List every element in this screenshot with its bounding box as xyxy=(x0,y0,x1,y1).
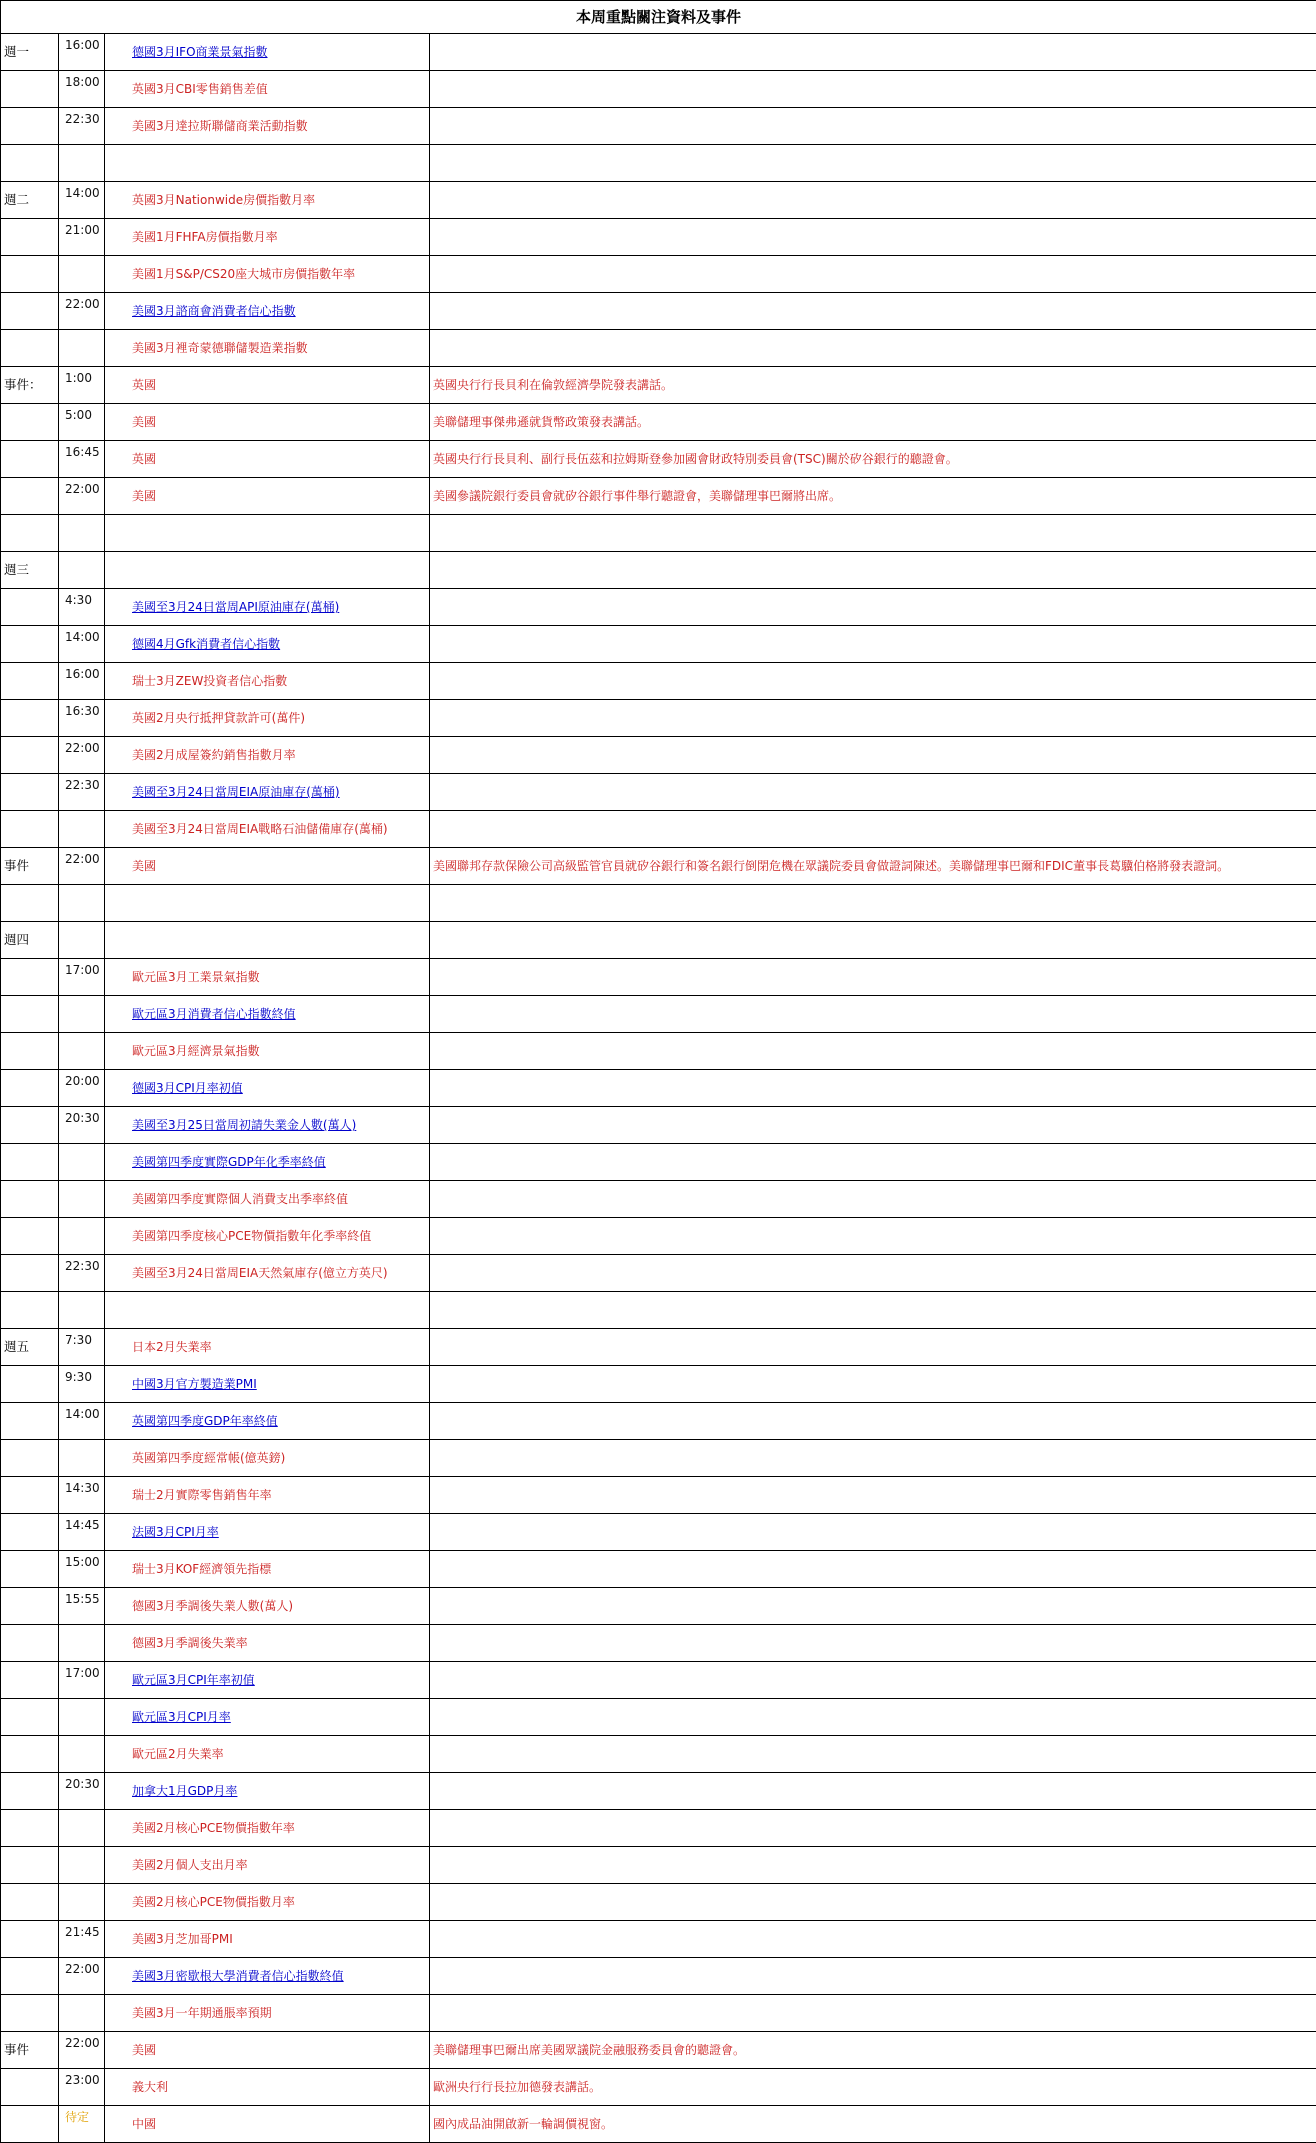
day-cell xyxy=(1,1255,59,1292)
item-cell: 瑞士2月實際零售銷售年率 xyxy=(105,1477,430,1514)
time-cell xyxy=(59,256,105,293)
day-cell xyxy=(1,2069,59,2106)
item-cell xyxy=(105,885,430,922)
event-cell xyxy=(430,1995,1316,2032)
item-cell: 義大利 xyxy=(105,2069,430,2106)
time-cell xyxy=(59,1847,105,1884)
time-cell: 22:00 xyxy=(59,478,105,515)
table-row xyxy=(1,552,1316,589)
day-cell xyxy=(1,515,59,552)
time-cell xyxy=(59,552,105,589)
event-cell xyxy=(430,922,1316,959)
item-cell: 歐元區3月經濟景氣指數 xyxy=(105,1033,430,1070)
time-cell xyxy=(59,1995,105,2032)
table-row xyxy=(1,2106,1316,2143)
event-cell xyxy=(430,1699,1316,1736)
table-row xyxy=(1,256,1316,293)
item-cell: 美國至3月24日當周EIA戰略石油儲備庫存(萬桶) xyxy=(105,811,430,848)
item-cell[interactable]: 德國3月IFO商業景氣指數 xyxy=(105,34,430,71)
event-cell xyxy=(430,1847,1316,1884)
event-cell xyxy=(430,1255,1316,1292)
item-cell: 英國 xyxy=(105,367,430,404)
day-cell xyxy=(1,589,59,626)
item-cell: 美國2月個人支出月率 xyxy=(105,1847,430,1884)
item-cell: 中國 xyxy=(105,2106,430,2143)
day-cell: 週一 xyxy=(1,34,59,71)
day-cell xyxy=(1,1477,59,1514)
event-cell xyxy=(430,626,1316,663)
day-cell xyxy=(1,1995,59,2032)
event-cell xyxy=(430,1773,1316,1810)
event-cell xyxy=(430,515,1316,552)
table-row xyxy=(1,959,1316,996)
event-cell xyxy=(430,1070,1316,1107)
table-row xyxy=(1,441,1316,478)
item-cell: 英國3月Nationwide房價指數月率 xyxy=(105,182,430,219)
time-cell: 14:00 xyxy=(59,182,105,219)
time-cell: 5:00 xyxy=(59,404,105,441)
table-row xyxy=(1,848,1316,885)
time-cell: 23:00 xyxy=(59,2069,105,2106)
day-cell xyxy=(1,1403,59,1440)
time-cell: 21:45 xyxy=(59,1921,105,1958)
table-row xyxy=(1,34,1316,71)
event-cell xyxy=(430,1366,1316,1403)
time-cell xyxy=(59,1181,105,1218)
day-cell xyxy=(1,1551,59,1588)
table-row xyxy=(1,1033,1316,1070)
time-cell: 22:00 xyxy=(59,2032,105,2069)
day-cell xyxy=(1,959,59,996)
item-cell: 美國第四季度實際個人消費支出季率終值 xyxy=(105,1181,430,1218)
table-row xyxy=(1,700,1316,737)
event-cell xyxy=(430,34,1316,71)
time-cell xyxy=(59,922,105,959)
day-cell: 週五 xyxy=(1,1329,59,1366)
time-cell: 22:00 xyxy=(59,293,105,330)
item-cell: 美國2月核心PCE物價指數年率 xyxy=(105,1810,430,1847)
item-cell xyxy=(105,922,430,959)
day-cell xyxy=(1,1625,59,1662)
time-cell: 14:00 xyxy=(59,1403,105,1440)
event-cell xyxy=(430,1033,1316,1070)
item-cell: 美國 xyxy=(105,2032,430,2069)
event-cell xyxy=(430,959,1316,996)
day-cell xyxy=(1,145,59,182)
time-cell xyxy=(59,1625,105,1662)
table-row xyxy=(1,1218,1316,1255)
item-cell xyxy=(105,515,430,552)
item-cell xyxy=(105,552,430,589)
table-row xyxy=(1,1588,1316,1625)
table-row xyxy=(1,108,1316,145)
table-row xyxy=(1,293,1316,330)
table-row xyxy=(1,367,1316,404)
time-cell: 22:00 xyxy=(59,1958,105,1995)
event-cell: 美國聯邦存款保險公司高級監管官員就矽谷銀行和簽名銀行倒閉危機在眾議院委員會做證詞陳述。美聯儲理事巴爾和FDIC董事長葛驥伯格將發表證詞。 xyxy=(430,848,1316,885)
item-cell: 美國2月核心PCE物價指數月率 xyxy=(105,1884,430,1921)
table-row xyxy=(1,330,1316,367)
item-cell[interactable]: 美國3月密歇根大學消費者信心指數終值 xyxy=(105,1958,430,1995)
time-cell xyxy=(59,811,105,848)
time-cell: 4:30 xyxy=(59,589,105,626)
item-cell[interactable]: 美國至3月24日當周EIA原油庫存(萬桶) xyxy=(105,774,430,811)
day-cell xyxy=(1,1144,59,1181)
day-cell xyxy=(1,1662,59,1699)
event-cell xyxy=(430,700,1316,737)
event-cell xyxy=(430,1329,1316,1366)
table-row xyxy=(1,996,1316,1033)
time-cell xyxy=(59,996,105,1033)
day-cell xyxy=(1,1958,59,1995)
event-cell xyxy=(430,1958,1316,1995)
day-cell xyxy=(1,1847,59,1884)
table-row xyxy=(1,182,1316,219)
item-cell[interactable]: 德國3月CPI月率初值 xyxy=(105,1070,430,1107)
time-cell: 21:00 xyxy=(59,219,105,256)
time-cell xyxy=(59,1033,105,1070)
event-cell xyxy=(430,330,1316,367)
table-row xyxy=(1,1921,1316,1958)
day-cell xyxy=(1,108,59,145)
item-cell: 美國3月達拉斯聯儲商業活動指數 xyxy=(105,108,430,145)
table-row xyxy=(1,1107,1316,1144)
time-cell xyxy=(59,145,105,182)
table-row xyxy=(1,1810,1316,1847)
day-cell: 事件 xyxy=(1,2032,59,2069)
item-cell: 英國 xyxy=(105,441,430,478)
table-row xyxy=(1,1514,1316,1551)
event-cell: 國內成品油開啟新一輪調價視窗。 xyxy=(430,2106,1316,2143)
time-cell xyxy=(59,515,105,552)
title-row xyxy=(1,1,1316,34)
event-cell: 美國參議院銀行委員會就矽谷銀行事件舉行聽證會，美聯儲理事巴爾將出席。 xyxy=(430,478,1316,515)
item-cell: 日本2月失業率 xyxy=(105,1329,430,1366)
item-cell: 英國3月CBI零售銷售差值 xyxy=(105,71,430,108)
day-cell xyxy=(1,1181,59,1218)
table-row xyxy=(1,1551,1316,1588)
time-cell xyxy=(59,1810,105,1847)
item-cell[interactable]: 英國第四季度GDP年率終值 xyxy=(105,1403,430,1440)
item-cell xyxy=(105,1292,430,1329)
item-cell: 瑞士3月ZEW投資者信心指數 xyxy=(105,663,430,700)
time-cell: 7:30 xyxy=(59,1329,105,1366)
day-cell: 事件： xyxy=(1,367,59,404)
item-cell: 美國3月裡奇蒙德聯儲製造業指數 xyxy=(105,330,430,367)
day-cell xyxy=(1,330,59,367)
day-cell xyxy=(1,404,59,441)
event-cell xyxy=(430,1551,1316,1588)
table-row xyxy=(1,145,1316,182)
table-row xyxy=(1,1292,1316,1329)
event-cell xyxy=(430,256,1316,293)
event-cell xyxy=(430,71,1316,108)
event-cell xyxy=(430,737,1316,774)
time-cell xyxy=(59,1736,105,1773)
time-cell: 15:55 xyxy=(59,1588,105,1625)
event-cell xyxy=(430,996,1316,1033)
event-cell xyxy=(430,774,1316,811)
day-cell xyxy=(1,700,59,737)
day-cell: 事件 xyxy=(1,848,59,885)
item-cell[interactable]: 美國第四季度實際GDP年化季率終值 xyxy=(105,1144,430,1181)
event-cell xyxy=(430,552,1316,589)
event-cell xyxy=(430,589,1316,626)
day-cell xyxy=(1,1033,59,1070)
day-cell xyxy=(1,219,59,256)
time-cell: 9:30 xyxy=(59,1366,105,1403)
item-cell[interactable]: 歐元區3月消費者信心指數終值 xyxy=(105,996,430,1033)
event-cell: 美聯儲理事巴爾出席美國眾議院金融服務委員會的聽證會。 xyxy=(430,2032,1316,2069)
item-cell: 美國3月一年期通脹率預期 xyxy=(105,1995,430,2032)
day-cell xyxy=(1,478,59,515)
day-cell xyxy=(1,1440,59,1477)
day-cell xyxy=(1,1292,59,1329)
event-cell xyxy=(430,293,1316,330)
event-cell xyxy=(430,885,1316,922)
time-cell: 22:30 xyxy=(59,108,105,145)
time-cell xyxy=(59,330,105,367)
day-cell xyxy=(1,1921,59,1958)
event-cell xyxy=(430,1144,1316,1181)
event-cell xyxy=(430,108,1316,145)
table-row xyxy=(1,589,1316,626)
item-cell: 德國3月季調後失業率 xyxy=(105,1625,430,1662)
day-cell xyxy=(1,1107,59,1144)
day-cell xyxy=(1,737,59,774)
item-cell: 美國2月成屋簽約銷售指數月率 xyxy=(105,737,430,774)
item-cell: 美國3月芝加哥PMI xyxy=(105,1921,430,1958)
item-cell[interactable]: 歐元區3月CPI月率 xyxy=(105,1699,430,1736)
item-cell[interactable]: 德國4月Gfk消費者信心指數 xyxy=(105,626,430,663)
day-cell xyxy=(1,1070,59,1107)
table-row xyxy=(1,1070,1316,1107)
event-cell xyxy=(430,145,1316,182)
schedule-body xyxy=(1,34,1316,2143)
day-cell: 週三 xyxy=(1,552,59,589)
event-cell xyxy=(430,1736,1316,1773)
event-cell xyxy=(430,1403,1316,1440)
day-cell: 週四 xyxy=(1,922,59,959)
time-cell: 17:00 xyxy=(59,1662,105,1699)
time-cell: 22:00 xyxy=(59,848,105,885)
time-cell: 待定 xyxy=(59,2106,105,2143)
item-cell[interactable]: 加拿大1月GDP月率 xyxy=(105,1773,430,1810)
table-row xyxy=(1,1662,1316,1699)
page-title: 本周重點關注資料及事件 xyxy=(1,1,1316,34)
item-cell: 美國第四季度核心PCE物價指數年化季率終值 xyxy=(105,1218,430,1255)
event-cell: 美聯儲理事傑弗遜就貨幣政策發表講話。 xyxy=(430,404,1316,441)
table-row xyxy=(1,1144,1316,1181)
item-cell: 美國 xyxy=(105,404,430,441)
event-cell: 英國央行行長貝利、副行長伍茲和拉姆斯登參加國會財政特別委員會(TSC)關於矽谷銀行的聽證會。 xyxy=(430,441,1316,478)
time-cell: 20:30 xyxy=(59,1107,105,1144)
time-cell: 1:00 xyxy=(59,367,105,404)
item-cell: 美國1月S&P/CS20座大城市房價指數年率 xyxy=(105,256,430,293)
table-row xyxy=(1,1625,1316,1662)
item-cell: 美國 xyxy=(105,848,430,885)
item-cell: 英國2月央行抵押貸款許可(萬件) xyxy=(105,700,430,737)
day-cell xyxy=(1,811,59,848)
time-cell xyxy=(59,1218,105,1255)
time-cell: 16:00 xyxy=(59,34,105,71)
event-cell xyxy=(430,811,1316,848)
event-cell xyxy=(430,1107,1316,1144)
event-cell xyxy=(430,1514,1316,1551)
event-cell xyxy=(430,1810,1316,1847)
time-cell xyxy=(59,1440,105,1477)
table-row xyxy=(1,478,1316,515)
item-cell[interactable]: 美國至3月25日當周初請失業金人數(萬人) xyxy=(105,1107,430,1144)
day-cell xyxy=(1,1514,59,1551)
item-cell: 瑞士3月KOF經濟領先指標 xyxy=(105,1551,430,1588)
day-cell xyxy=(1,663,59,700)
item-cell: 英國第四季度經常帳(億英鎊) xyxy=(105,1440,430,1477)
item-cell: 歐元區3月工業景氣指數 xyxy=(105,959,430,996)
event-cell: 歐洲央行行長拉加德發表講話。 xyxy=(430,2069,1316,2106)
day-cell xyxy=(1,256,59,293)
table-row xyxy=(1,1736,1316,1773)
table-row xyxy=(1,515,1316,552)
time-cell: 16:30 xyxy=(59,700,105,737)
event-cell: 英國央行行長貝利在倫敦經濟學院發表講話。 xyxy=(430,367,1316,404)
table-row xyxy=(1,774,1316,811)
event-cell xyxy=(430,1662,1316,1699)
item-cell[interactable]: 中國3月官方製造業PMI xyxy=(105,1366,430,1403)
table-row xyxy=(1,1995,1316,2032)
time-cell xyxy=(59,1292,105,1329)
day-cell xyxy=(1,1736,59,1773)
table-row xyxy=(1,2032,1316,2069)
item-cell: 美國 xyxy=(105,478,430,515)
table-row xyxy=(1,1181,1316,1218)
time-cell: 14:45 xyxy=(59,1514,105,1551)
item-cell: 德國3月季調後失業人數(萬人) xyxy=(105,1588,430,1625)
table-row xyxy=(1,404,1316,441)
day-cell xyxy=(1,2106,59,2143)
event-cell xyxy=(430,1588,1316,1625)
table-row xyxy=(1,1773,1316,1810)
day-cell xyxy=(1,1218,59,1255)
time-cell: 20:00 xyxy=(59,1070,105,1107)
table-row xyxy=(1,71,1316,108)
table-row xyxy=(1,1958,1316,1995)
day-cell xyxy=(1,1699,59,1736)
time-cell: 17:00 xyxy=(59,959,105,996)
time-cell: 22:30 xyxy=(59,774,105,811)
item-cell[interactable]: 法國3月CPI月率 xyxy=(105,1514,430,1551)
day-cell xyxy=(1,71,59,108)
event-cell xyxy=(430,1292,1316,1329)
event-cell xyxy=(430,219,1316,256)
table-row xyxy=(1,811,1316,848)
event-cell xyxy=(430,1181,1316,1218)
time-cell: 14:30 xyxy=(59,1477,105,1514)
table-row xyxy=(1,1329,1316,1366)
item-cell[interactable]: 美國3月諮商會消費者信心指數 xyxy=(105,293,430,330)
event-cell xyxy=(430,1625,1316,1662)
day-cell xyxy=(1,1810,59,1847)
table-row xyxy=(1,2069,1316,2106)
table-row xyxy=(1,219,1316,256)
time-cell: 22:00 xyxy=(59,737,105,774)
day-cell xyxy=(1,885,59,922)
item-cell: 美國1月FHFA房價指數月率 xyxy=(105,219,430,256)
event-cell xyxy=(430,1921,1316,1958)
time-cell: 16:00 xyxy=(59,663,105,700)
event-cell xyxy=(430,1440,1316,1477)
table-row xyxy=(1,1255,1316,1292)
time-cell: 16:45 xyxy=(59,441,105,478)
event-cell xyxy=(430,1218,1316,1255)
time-cell: 18:00 xyxy=(59,71,105,108)
item-cell: 歐元區2月失業率 xyxy=(105,1736,430,1773)
table-row xyxy=(1,663,1316,700)
table-row xyxy=(1,1440,1316,1477)
table-row xyxy=(1,885,1316,922)
table-row xyxy=(1,1847,1316,1884)
table-row xyxy=(1,1477,1316,1514)
day-cell xyxy=(1,293,59,330)
table-row xyxy=(1,737,1316,774)
time-cell xyxy=(59,1144,105,1181)
day-cell xyxy=(1,1773,59,1810)
day-cell xyxy=(1,1588,59,1625)
event-cell xyxy=(430,1477,1316,1514)
time-cell xyxy=(59,1699,105,1736)
table-row xyxy=(1,626,1316,663)
item-cell[interactable]: 歐元區3月CPI年率初值 xyxy=(105,1662,430,1699)
day-cell xyxy=(1,441,59,478)
day-cell: 週二 xyxy=(1,182,59,219)
item-cell: 美國至3月24日當周EIA天然氣庫存(億立方英尺) xyxy=(105,1255,430,1292)
table-row xyxy=(1,1366,1316,1403)
day-cell xyxy=(1,626,59,663)
table-row xyxy=(1,1699,1316,1736)
item-cell[interactable]: 美國至3月24日當周API原油庫存(萬桶) xyxy=(105,589,430,626)
event-cell xyxy=(430,182,1316,219)
table-row xyxy=(1,1403,1316,1440)
table-row xyxy=(1,922,1316,959)
time-cell: 14:00 xyxy=(59,626,105,663)
day-cell xyxy=(1,774,59,811)
time-cell: 15:00 xyxy=(59,1551,105,1588)
item-cell xyxy=(105,145,430,182)
day-cell xyxy=(1,1366,59,1403)
day-cell xyxy=(1,996,59,1033)
time-cell: 20:30 xyxy=(59,1773,105,1810)
time-cell: 22:30 xyxy=(59,1255,105,1292)
time-cell xyxy=(59,885,105,922)
event-cell xyxy=(430,663,1316,700)
